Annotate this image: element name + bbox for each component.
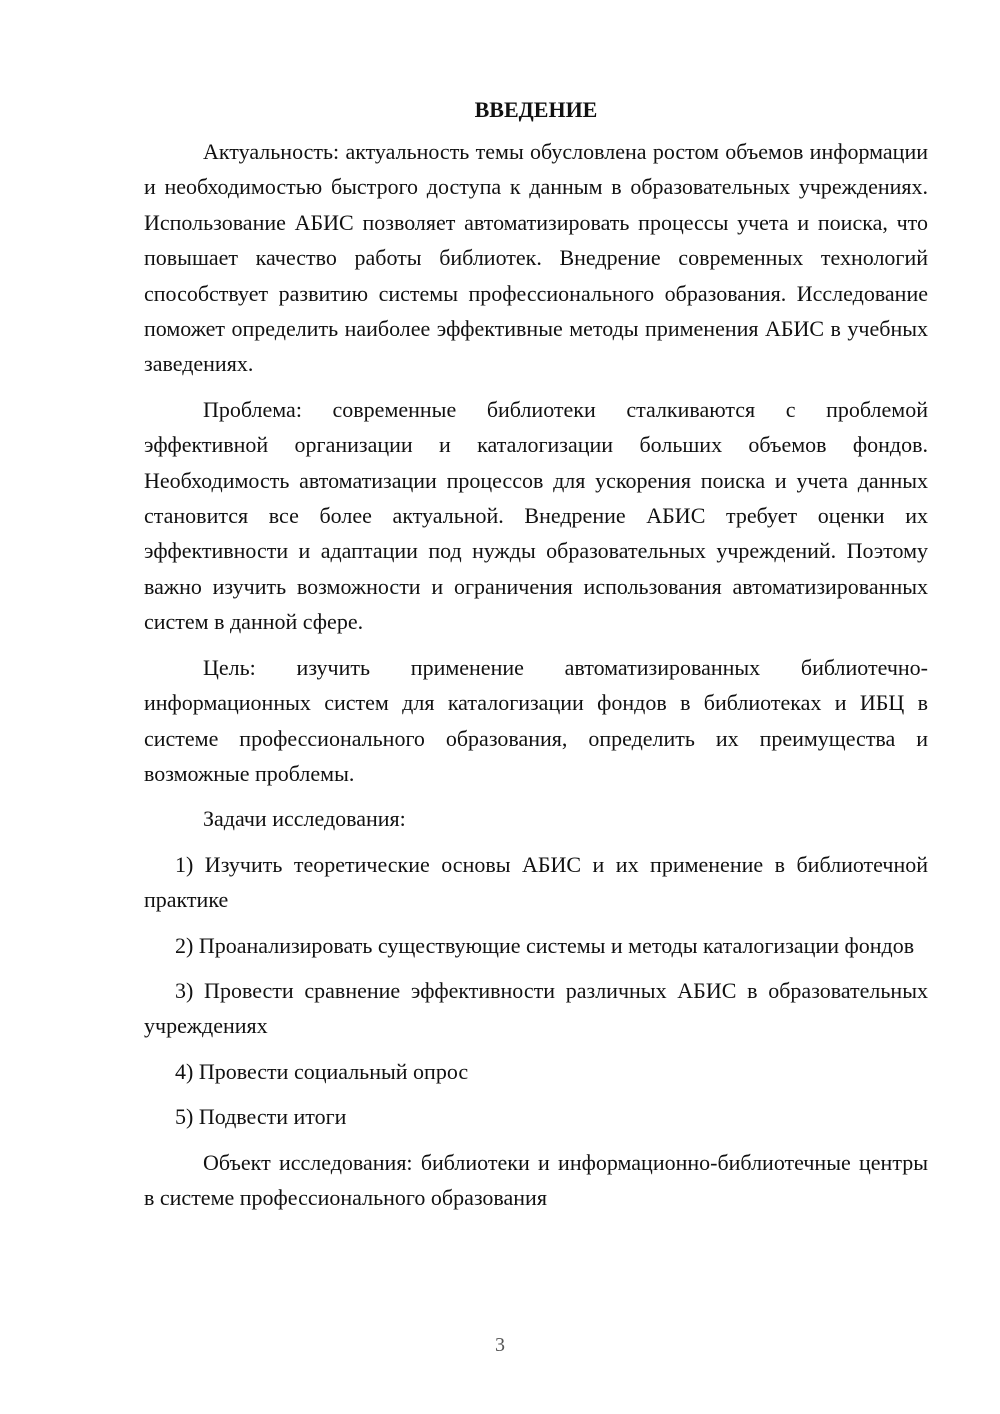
task-item: 3) Провести сравнение эффективности различных АБИС в образовательных учреждениях: [144, 977, 928, 1039]
task-item: 5) Подвести итоги: [175, 1104, 347, 1130]
relevance-paragraph: Актуальность: актуальность темы обусловлена ростом объемов информации и необходимостью быстрого доступа к данным в образовательных учреждениях. Использование АБИС позволяет автоматизировать процессы учета и поиска, что повышает качество работы библиотек. Внедрение современных технологий способствует развитию системы профессионального образования. Исследование поможет определить наиболее эффективные методы применения АБИС в учебных заведениях.: [144, 139, 928, 377]
object-paragraph: Объект исследования: библиотеки и информационно-библиотечные центры в системе профессионального образования: [144, 1149, 928, 1210]
page-number: 3: [495, 1334, 505, 1356]
task-item: 1) Изучить теоретические основы АБИС и их применение в библиотечной практике: [144, 851, 928, 913]
task-item: 2) Проанализировать существующие системы и методы каталогизации фондов: [175, 932, 915, 958]
page-content: [144, 88, 928, 1225]
tasks-heading: Задачи исследования:: [203, 806, 406, 832]
goal-paragraph: Цель: изучить применение автоматизированных библиотечно-информационных систем для каталогизации фондов в библиотеках и ИБЦ в системе профессионального образования, определить их преимущества и возможные проблемы.: [144, 654, 928, 786]
page-title: ВВЕДЕНИЕ: [474, 97, 598, 122]
problem-paragraph: Проблема: современные библиотеки сталкиваются с проблемой эффективной организации и каталогизации больших объемов фондов. Необходимость автоматизации процессов для ускорения поиска и учета данных становится все более актуальной. Внедрение АБИС требует оценки их эффективности и адаптации под нужды образовательных учреждений. Поэтому важно изучить возможности и ограничения использования автоматизированных систем в данной сфере.: [144, 396, 928, 635]
task-item: 4) Провести социальный опрос: [175, 1058, 469, 1084]
